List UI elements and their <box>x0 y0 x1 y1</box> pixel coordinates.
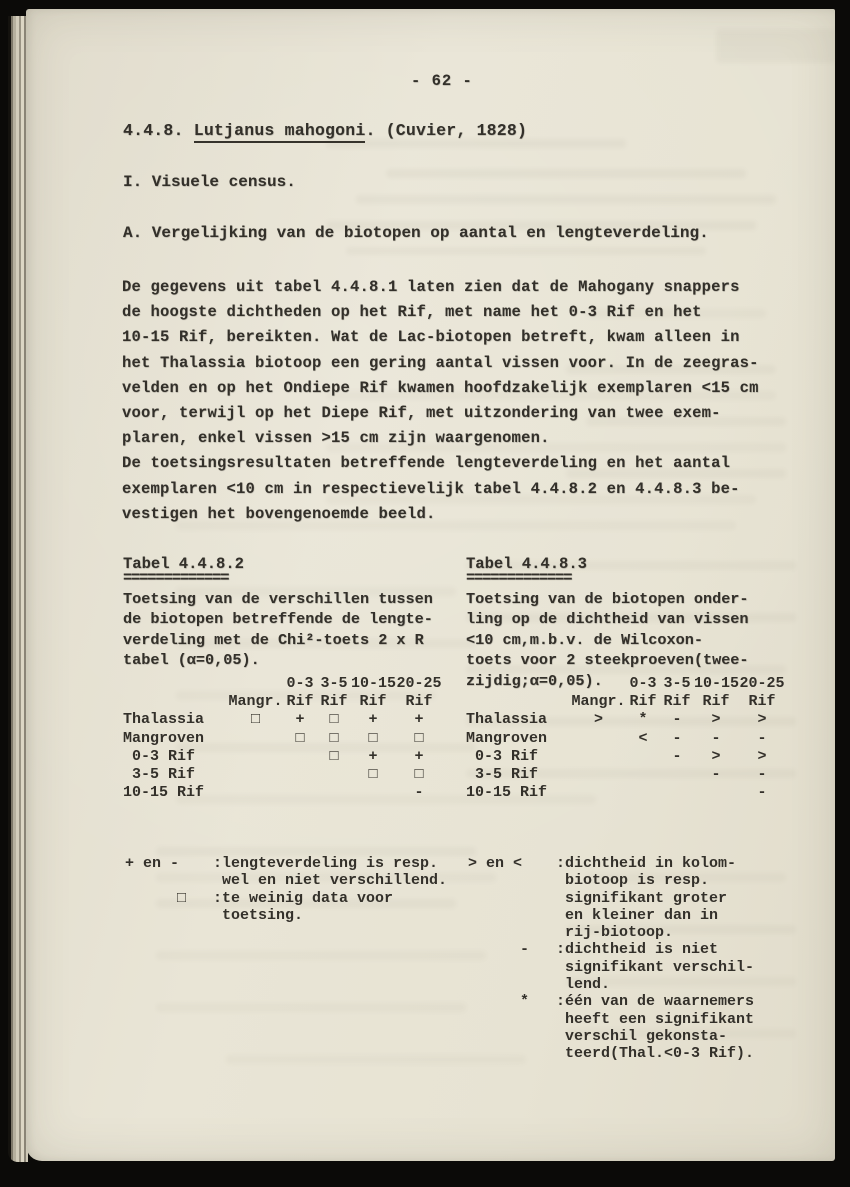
table-block-4482 <box>123 555 483 1115</box>
column-header <box>228 675 283 693</box>
paragraph-line: voor, terwijl op het Diepe Rif, met uitzondering van twee exem- <box>122 403 721 422</box>
column-header: Rif <box>320 693 348 711</box>
paragraph-line: De toetsingsresultaten betreffende lengteverdeling en het aantal <box>122 454 731 473</box>
legend-definition <box>213 855 447 890</box>
column-header: Mangr. <box>571 693 626 711</box>
legend-entry <box>466 855 754 941</box>
legend-entry <box>466 941 754 993</box>
column-header: Rif <box>629 693 657 711</box>
table-4483-title: Tabel 4.4.8.3 <box>466 555 587 573</box>
ghost-stripe <box>326 139 626 148</box>
table-cell: □ <box>368 765 378 783</box>
table-4483-separator: ============= <box>466 569 572 587</box>
table-cell <box>626 784 660 802</box>
column-header: Rif <box>286 693 314 711</box>
paragraph-line: velden en op het Ondiepe Rif kwamen hoofdzakelijk exemplaren <15 cm <box>122 378 759 397</box>
caption-line: ling op de dichtheid van vissen <box>466 610 749 629</box>
table-cell <box>228 766 283 784</box>
table-cell <box>626 748 660 766</box>
row-label: Thalassia <box>123 711 205 729</box>
table-4482-legend <box>123 855 447 924</box>
table-cell <box>626 766 660 784</box>
table-4482-grid <box>123 675 443 802</box>
table-4482-caption <box>123 589 433 671</box>
column-header: 20-25 <box>739 675 785 692</box>
column-header: 0-3 <box>286 675 314 692</box>
legend-symbol: - <box>520 941 530 959</box>
table-cell: + <box>368 747 378 765</box>
body-paragraph <box>122 275 759 527</box>
table-cell: > <box>711 711 721 729</box>
row-label: Mangroven <box>123 729 205 747</box>
table-cell <box>283 784 317 802</box>
legend-line: signifikant groter <box>556 889 728 907</box>
table-cell <box>317 766 351 784</box>
table-cell <box>228 784 283 802</box>
column-header: 10-15 <box>694 675 740 692</box>
legend-entry <box>123 890 447 925</box>
table-cell <box>283 748 317 766</box>
row-label: 10-15 Rif <box>466 784 548 802</box>
table-cell: + <box>414 711 424 729</box>
legend-symbol: + en - <box>125 855 180 872</box>
row-label: 0-3 Rif <box>466 747 539 765</box>
caption-line: de biotopen betreffende de lengte- <box>123 610 433 629</box>
legend-line: en kleiner dan in <box>556 906 719 924</box>
paragraph-line: het Thalassia biotoop een gering aantal vissen voor. In de zeegras- <box>122 353 759 372</box>
row-label: 10-15 Rif <box>123 784 205 802</box>
ghost-stripe <box>346 247 706 255</box>
column-header: Rif <box>405 693 433 711</box>
table-cell: - <box>757 784 767 802</box>
legend-line: rij-biotoop. <box>556 924 674 942</box>
column-header: Rif <box>748 693 776 711</box>
column-header: 3-5 <box>663 675 691 692</box>
table-cell: □ <box>329 711 339 729</box>
legend-line: :lengteverdeling is resp. <box>213 855 439 872</box>
legend-line: :te weinig data voor <box>213 889 394 907</box>
table-cell <box>351 784 395 802</box>
row-label: 0-3 Rif <box>123 747 196 765</box>
ghost-stripe <box>356 195 776 204</box>
table-cell: □ <box>414 729 424 747</box>
table-cell: □ <box>329 729 339 747</box>
table-cell <box>571 730 626 748</box>
column-header: Rif <box>702 693 730 711</box>
legend-line: :één van de waarnemers <box>556 993 755 1011</box>
paragraph-line: de hoogste dichtheden op het Rif, met name het 0-3 Rif en het <box>122 303 702 322</box>
page-stack-edges <box>8 16 28 1162</box>
ghost-stripe <box>716 29 836 63</box>
table-cell <box>317 784 351 802</box>
column-header: Rif <box>359 693 387 711</box>
heading-suffix: . (Cuvier, 1828) <box>365 121 528 140</box>
legend-line: wel en niet verschillend. <box>213 872 448 890</box>
table-cell <box>571 766 626 784</box>
page-number: - 62 - <box>411 72 473 90</box>
caption-line: zijdig;α=0,05). <box>466 671 603 690</box>
row-label: Mangroven <box>466 729 548 747</box>
legend-line: :dichtheid is niet <box>556 941 719 959</box>
legend-symbol: * <box>520 993 530 1011</box>
column-header <box>123 675 228 693</box>
section-heading <box>123 121 527 140</box>
caption-line: Toetsing van de verschillen tussen <box>123 590 433 608</box>
column-header: 10-15 <box>351 675 397 692</box>
table-cell: - <box>672 747 682 765</box>
column-header <box>123 693 228 711</box>
column-header: 20-25 <box>396 675 442 692</box>
table-cell: □ <box>295 729 305 747</box>
row-label: 3-5 Rif <box>123 765 196 783</box>
caption-line: verdeling met de Chi²-toets 2 x R <box>123 630 424 649</box>
table-cell: > <box>757 747 767 765</box>
caption-line: <10 cm,m.b.v. de Wilcoxon- <box>466 630 703 649</box>
legend-line: heeft een signifikant <box>556 1010 755 1028</box>
table-cell: - <box>757 729 767 747</box>
legend-definition <box>556 993 754 1062</box>
row-label: 3-5 Rif <box>466 765 539 783</box>
species-name: Lutjanus mahogoni <box>194 121 366 143</box>
section-number: 4.4.8. <box>123 121 194 140</box>
legend-line: signifikant verschil- <box>556 958 755 976</box>
legend-definition <box>213 890 447 925</box>
legend-line: :dichtheid in kolom- <box>556 855 737 872</box>
paragraph-line: De gegevens uit tabel 4.4.8.1 laten zien dat de Mahogany snappers <box>122 278 740 296</box>
legend-line: lend. <box>556 976 611 994</box>
table-cell: - <box>672 711 682 729</box>
table-cell <box>228 730 283 748</box>
table-cell: > <box>593 711 603 729</box>
legend-definition <box>556 941 754 993</box>
table-cell <box>660 766 694 784</box>
column-header: Mangr. <box>228 693 283 711</box>
column-header: 0-3 <box>629 675 657 692</box>
legend-entry <box>123 855 447 890</box>
paragraph-line: exemplaren <10 cm in respectievelijk tabel 4.4.8.2 en 4.4.8.3 be- <box>122 479 740 498</box>
table-cell: - <box>757 765 767 783</box>
table-cell: □ <box>368 729 378 747</box>
table-cell: > <box>757 711 767 729</box>
caption-line: Toetsing van de biotopen onder- <box>466 590 749 608</box>
legend-symbol: □ <box>177 889 187 907</box>
legend-line: teerd(Thal.<0-3 Rif). <box>556 1045 755 1063</box>
subheading-comparison: A. Vergelijking van de biotopen op aantal en lengteverdeling. <box>123 224 709 242</box>
legend-line: verschil gekonsta- <box>556 1027 728 1045</box>
legend-symbol: > en < <box>468 855 523 872</box>
column-header <box>466 693 571 711</box>
table-cell: + <box>368 711 378 729</box>
table-cell: + <box>414 747 424 765</box>
table-block-4483 <box>466 555 826 1115</box>
legend-entry <box>466 993 754 1062</box>
legend-definition <box>556 855 754 941</box>
table-4483-grid <box>466 675 786 802</box>
table-cell <box>571 784 626 802</box>
paragraph-line: vestigen het bovengenoemde beeld. <box>122 504 436 523</box>
table-4482-title: Tabel 4.4.8.2 <box>123 555 244 573</box>
caption-line: tabel (α=0,05). <box>123 651 260 670</box>
table-cell <box>283 766 317 784</box>
table-cell: > <box>711 747 721 765</box>
column-header <box>466 675 571 693</box>
table-cell <box>228 748 283 766</box>
legend-line: biotoop is resp. <box>556 872 710 890</box>
table-cell <box>660 784 694 802</box>
document-page <box>26 9 835 1161</box>
table-cell: □ <box>329 747 339 765</box>
table-cell: - <box>711 729 721 747</box>
table-cell: - <box>711 765 721 783</box>
table-cell: * <box>638 711 648 729</box>
caption-line: toets voor 2 steekproeven(twee- <box>466 651 749 670</box>
table-cell <box>694 784 738 802</box>
table-cell <box>571 748 626 766</box>
table-cell: □ <box>250 711 260 729</box>
legend-line: toetsing. <box>213 906 304 924</box>
paragraph-line: 10-15 Rif, bereikten. Wat de Lac-biotopen betreft, kwam alleen in <box>122 328 740 347</box>
column-header: 3-5 <box>320 675 348 692</box>
table-cell: - <box>672 729 682 747</box>
column-header <box>571 675 626 693</box>
table-4483-legend <box>466 855 754 1063</box>
table-cell: - <box>414 784 424 802</box>
table-4482-separator: ============= <box>123 569 229 587</box>
table-cell: < <box>638 729 648 747</box>
row-label: Thalassia <box>466 711 548 729</box>
table-cell: + <box>295 711 305 729</box>
paragraph-line: plaren, enkel vissen >15 cm zijn waargenomen. <box>122 429 550 448</box>
ghost-stripe <box>386 169 746 178</box>
subheading-visual-census: I. Visuele census. <box>123 173 296 191</box>
column-header: Rif <box>663 693 691 711</box>
table-cell: □ <box>414 765 424 783</box>
